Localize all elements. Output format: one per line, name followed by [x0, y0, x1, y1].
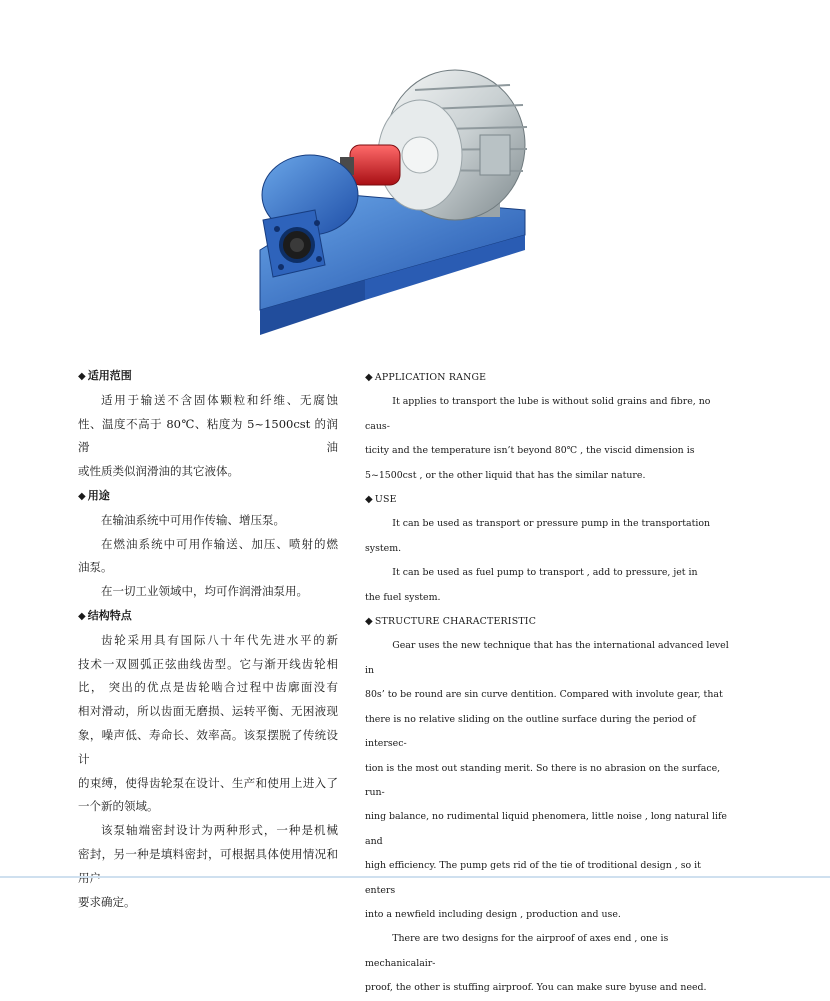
en-application-line: It applies to transport the lube is without solid grains and fibre, no caus-	[365, 396, 711, 432]
zh-structure-line: 要求确定。	[78, 894, 136, 909]
zh-structure-line	[78, 867, 338, 891]
zh-application-line: 性、温度不高于 80℃、粘度为 5~1500cst 的润滑油	[78, 416, 338, 455]
zh-use-line: 在输油系统中可用作传输、增压泵。	[101, 512, 285, 527]
diamond-bullet-icon: ◆	[78, 490, 86, 502]
diamond-bullet-icon: ◆	[78, 610, 86, 622]
en-structure-line: There are two designs for the airproof of axes end , one is mechanicalair-	[365, 933, 669, 969]
en-structure-heading: ◆ STRUCTURE CHARACTERISTIC	[365, 610, 733, 634]
en-use-line: It can be used as fuel pump to transport , add to pressure, jet in	[392, 567, 698, 579]
en-structure-line: tion is the most out standing merit. So there is no abrasion on the surface, run-	[365, 762, 721, 798]
chinese-column	[78, 364, 338, 914]
en-use-line: the fuel system.	[365, 591, 441, 603]
en-structure-line: Gear uses the new technique that has the international advanced level in	[365, 640, 729, 676]
zh-structure-line: 该泵轴端密封设计为两种形式，一种是机械	[101, 823, 338, 838]
diamond-bullet-icon: ◆	[365, 616, 373, 628]
en-application-line: 5~1500cst , or the other liquid that has the similar nature.	[365, 469, 646, 481]
en-use-line: It can be used as transport or pressure pump in the transportation	[392, 518, 711, 530]
gear-pump-motor-icon	[255, 45, 555, 345]
zh-use-line: 油泵。	[78, 560, 113, 575]
en-structure-line: there is no relative sliding on the outline surface during the period of intersec-	[365, 713, 696, 750]
bottom-divider	[0, 876, 830, 878]
zh-structure-line: 的束缚，使得齿轮泵在设计、生产和使用上进入了	[78, 775, 338, 790]
zh-structure-line: 齿轮采用具有国际八十年代先进水平的新	[101, 632, 338, 647]
diamond-bullet-icon: ◆	[78, 371, 86, 382]
zh-structure-line: 技术一双圆弧正弦曲线齿型。它与渐开线齿轮相	[78, 656, 338, 671]
zh-use-line: 在燃油系统中可用作输送、加压、喷射的燃	[101, 536, 338, 551]
en-structure-line: proof, the other is stuffing airproof. You can make sure byuse and need.	[365, 982, 707, 994]
zh-use-heading: ◆ 用途	[78, 484, 338, 509]
zh-structure-line: 比， 突出的优点是齿轮啮合过程中齿廓面没有	[78, 680, 338, 695]
diamond-bullet-icon: ◆	[365, 372, 373, 383]
en-use-heading: ◆ USE	[365, 488, 733, 512]
diamond-bullet-icon: ◆	[365, 494, 373, 506]
en-use-line: system.	[365, 542, 402, 554]
en-application-line: ticity and the temperature isn’t beyond 80℃ , the viscid dimension is	[365, 445, 695, 457]
en-structure-line: into a newfield including design , production and use.	[365, 908, 621, 920]
en-structure-line: high efficiency. The pump gets rid of the tie of troditional design , so it enters	[365, 860, 701, 896]
en-application-heading: ◆ APPLICATION RANGE	[365, 366, 733, 390]
zh-application-line: 适用于输送不含固体颗粒和纤维、无腐蚀	[101, 392, 338, 407]
zh-application-heading: ◆ 适用范围	[78, 364, 338, 389]
en-structure-line: 80s’ to be round are sin curve dentition. Compared with involute gear, that	[365, 689, 723, 701]
en-structure-line: ning balance, no rudimental liquid phenomera, little noise , long natural life and	[365, 811, 727, 847]
zh-application-line: 或性质类似润滑油的其它液体。	[78, 464, 239, 479]
zh-structure-heading: ◆ 结构特点	[78, 604, 338, 629]
zh-structure-line: 相对滑动，所以齿面无磨损、运转平衡、无困液现	[78, 704, 338, 719]
english-column	[365, 366, 733, 1001]
zh-structure-line: 密封，另一种是填料密封，可根据具体使用情况和	[78, 846, 338, 861]
zh-structure-line: 一个新的领域。	[78, 799, 159, 814]
zh-use-line: 在一切工业领域中，均可作润滑油泵用。	[101, 584, 308, 599]
zh-structure-line: 象，噪声低、寿命长、效率高。该泵摆脱了传统设计	[78, 727, 338, 766]
